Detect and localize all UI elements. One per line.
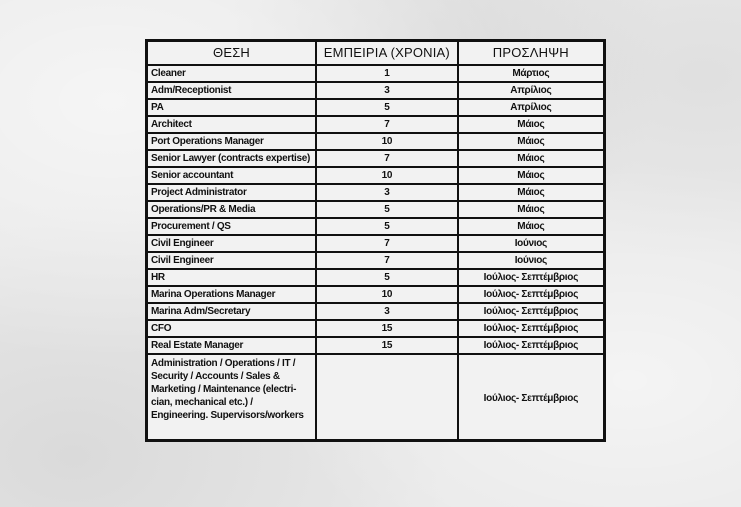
experience-cell: 1 xyxy=(316,65,458,82)
experience-cell: 10 xyxy=(316,167,458,184)
hiring-cell: Ιούνιος xyxy=(458,252,605,269)
position-cell: Civil Engineer xyxy=(147,252,317,269)
experience-cell: 10 xyxy=(316,133,458,150)
hiring-cell: Ιούλιος- Σεπτέμβριος xyxy=(458,286,605,303)
experience-cell: 3 xyxy=(316,82,458,99)
experience-cell: 15 xyxy=(316,337,458,354)
table-row xyxy=(147,354,605,441)
position-cell: Procurement / QS xyxy=(147,218,317,235)
header-experience-years: ΕΜΠΕΙΡΙΑ (ΧΡΟΝΙΑ) xyxy=(316,41,458,66)
position-cell: CFO xyxy=(147,320,317,337)
position-cell: Real Estate Manager xyxy=(147,337,317,354)
hiring-cell: Ιούλιος- Σεπτέμβριος xyxy=(458,303,605,320)
table-row xyxy=(147,116,605,133)
table-row xyxy=(147,65,605,82)
position-cell: Cleaner xyxy=(147,65,317,82)
position-cell: Operations/PR & Media xyxy=(147,201,317,218)
table-row xyxy=(147,286,605,303)
position-cell: HR xyxy=(147,269,317,286)
experience-cell xyxy=(316,354,458,441)
experience-cell: 5 xyxy=(316,218,458,235)
position-cell: Civil Engineer xyxy=(147,235,317,252)
table-row xyxy=(147,269,605,286)
table-row xyxy=(147,252,605,269)
hiring-cell: Μάιος xyxy=(458,201,605,218)
table-row xyxy=(147,201,605,218)
hiring-cell: Ιούνιος xyxy=(458,235,605,252)
position-cell: Senior Lawyer (contracts expertise) xyxy=(147,150,317,167)
hiring-cell: Απρίλιος xyxy=(458,82,605,99)
hiring-cell: Μάιος xyxy=(458,150,605,167)
hiring-cell: Απρίλιος xyxy=(458,99,605,116)
table-row xyxy=(147,218,605,235)
table-row xyxy=(147,167,605,184)
hiring-cell: Μάιος xyxy=(458,218,605,235)
hiring-table xyxy=(145,39,606,442)
hiring-cell: Ιούλιος- Σεπτέμβριος xyxy=(458,269,605,286)
experience-cell: 5 xyxy=(316,269,458,286)
experience-cell: 5 xyxy=(316,201,458,218)
position-cell: Administration / Operations / IT / Security / Accounts / Sales & Marketing / Maintenance (electri-cian, mechanical etc.) / Engineering. Supervisors/workers xyxy=(147,354,317,441)
table-row xyxy=(147,99,605,116)
hiring-cell: Ιούλιος- Σεπτέμβριος xyxy=(458,337,605,354)
position-cell: Adm/Receptionist xyxy=(147,82,317,99)
hiring-cell: Μάιος xyxy=(458,116,605,133)
experience-cell: 7 xyxy=(316,235,458,252)
table-row xyxy=(147,303,605,320)
experience-cell: 15 xyxy=(316,320,458,337)
hiring-cell: Ιούλιος- Σεπτέμβριος xyxy=(458,320,605,337)
experience-cell: 7 xyxy=(316,150,458,167)
header-hiring: ΠΡΟΣΛΗΨΗ xyxy=(458,41,605,66)
table-row xyxy=(147,184,605,201)
position-cell: Port Operations Manager xyxy=(147,133,317,150)
table-row xyxy=(147,235,605,252)
table-header-row xyxy=(147,41,605,66)
table-row xyxy=(147,133,605,150)
table-row xyxy=(147,82,605,99)
experience-cell: 3 xyxy=(316,303,458,320)
position-cell: Project Administrator xyxy=(147,184,317,201)
hiring-cell: Ιούλιος- Σεπτέμβριος xyxy=(458,354,605,441)
hiring-cell: Μάιος xyxy=(458,167,605,184)
hiring-cell: Μάιος xyxy=(458,184,605,201)
position-cell: Architect xyxy=(147,116,317,133)
header-position: ΘΕΣΗ xyxy=(147,41,317,66)
experience-cell: 7 xyxy=(316,252,458,269)
hiring-cell: Μάιος xyxy=(458,133,605,150)
table-row xyxy=(147,320,605,337)
experience-cell: 5 xyxy=(316,99,458,116)
position-cell: Marina Operations Manager xyxy=(147,286,317,303)
table-row xyxy=(147,150,605,167)
position-cell: Senior accountant xyxy=(147,167,317,184)
table-row xyxy=(147,337,605,354)
experience-cell: 10 xyxy=(316,286,458,303)
hiring-cell: Μάρτιος xyxy=(458,65,605,82)
experience-cell: 7 xyxy=(316,116,458,133)
position-cell: Marina Adm/Secretary xyxy=(147,303,317,320)
experience-cell: 3 xyxy=(316,184,458,201)
position-cell: PA xyxy=(147,99,317,116)
